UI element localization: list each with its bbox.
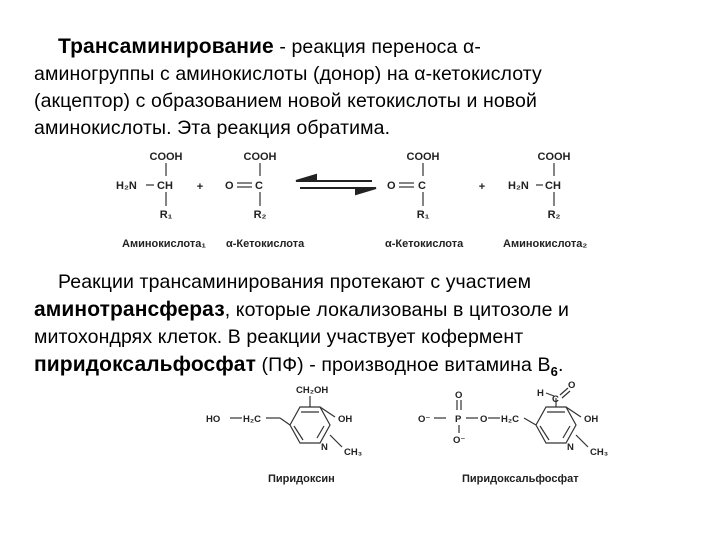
paragraph-aminotransferases bbox=[34, 269, 694, 385]
caption-amino-acid-2: Аминокислота₂ bbox=[503, 238, 588, 250]
plp-o-minus-bottom: O⁻ bbox=[453, 435, 466, 446]
pyridoxine-oh: OH bbox=[338, 414, 353, 425]
paragraph2-line3: митохондрях клеток. В реакции участвует кофермент bbox=[34, 326, 524, 348]
aa1-h2n: H₂N bbox=[116, 180, 137, 192]
caption-amino-acid-1: Аминокислота₁ bbox=[122, 238, 206, 250]
plp-ch3: CH₃ bbox=[590, 447, 609, 458]
paragraph2-line2 bbox=[34, 296, 694, 324]
paragraph1-line1-text: - реакция переноса α- bbox=[273, 36, 481, 58]
ka2-r1: R₁ bbox=[416, 209, 430, 221]
pyridoxine-ho: HO bbox=[206, 414, 221, 425]
aa2-h2n: H₂N bbox=[508, 180, 529, 192]
paragraph2-line1-text: Реакции трансаминирования протекают с участием bbox=[58, 271, 532, 293]
ka1-cooh: COOH bbox=[243, 151, 277, 163]
plus-1: + bbox=[196, 181, 204, 193]
paragraph2-line2-text: , которые локализованы в цитозоле и bbox=[224, 299, 570, 321]
plp-c: C bbox=[552, 394, 559, 405]
caption-keto-acid-2: α-Кетокислота bbox=[385, 238, 464, 250]
caption-pyridoxal-phosphate: Пиридоксальфосфат bbox=[462, 473, 579, 485]
plp-o-top: O bbox=[455, 390, 463, 401]
plp-h2c: H₂C bbox=[501, 414, 519, 425]
ka2-c: C bbox=[418, 180, 426, 192]
paragraph2-line4-text: (ПФ) - производное витамина В bbox=[255, 354, 551, 376]
pyridoxal-phosphate-structure bbox=[418, 380, 608, 485]
pyridoxine-structure bbox=[206, 385, 362, 485]
aa2-cooh: COOH bbox=[537, 151, 571, 163]
paragraph1-line3: (акцептор) с образованием новой кетокислоты и новой bbox=[34, 90, 537, 112]
plp-o-minus-left: O⁻ bbox=[418, 414, 431, 425]
aa2-r2: R₂ bbox=[547, 209, 561, 221]
pyridoxine-n: N bbox=[321, 442, 328, 453]
term-aminotransferases: аминотрансфераз bbox=[34, 298, 225, 321]
paragraph1-line2: аминогруппы с аминокислоты (донор) на α-кетокислоту bbox=[34, 63, 542, 85]
plp-n: N bbox=[567, 442, 574, 453]
paragraph-transamination-definition bbox=[34, 33, 694, 142]
equilibrium-arrows-icon bbox=[296, 175, 376, 194]
caption-pyridoxine: Пиридоксин bbox=[268, 473, 335, 485]
plus-2: + bbox=[478, 181, 486, 193]
ka2-o: O bbox=[387, 180, 396, 192]
pyridoxine-ch3: CH₃ bbox=[344, 447, 363, 458]
caption-keto-acid-1: α-Кетокислота bbox=[226, 238, 305, 250]
paragraph2-line4 bbox=[34, 351, 694, 385]
plp-oh: OH bbox=[584, 414, 599, 425]
ka1-c: C bbox=[255, 180, 263, 192]
paragraph2-line4-end: . bbox=[557, 354, 564, 376]
vitamin-subscript: 6 bbox=[550, 363, 558, 379]
plp-p: P bbox=[455, 414, 462, 425]
paragraph1-line4: аминокислоты. Эта реакция обратима. bbox=[34, 117, 391, 139]
paragraph1-line1 bbox=[34, 33, 694, 61]
plp-h: H bbox=[537, 388, 544, 399]
aa1-cooh: COOH bbox=[149, 151, 183, 163]
ka2-cooh: COOH bbox=[406, 151, 440, 163]
pyridoxine-ch2oh: CH₂OH bbox=[296, 385, 329, 396]
plp-o-bridge: O bbox=[480, 414, 488, 425]
term-transamination: Трансаминирование bbox=[58, 35, 274, 58]
pyridoxine-h2c: H₂C bbox=[243, 414, 261, 425]
plp-o-aldehyde: O bbox=[568, 380, 576, 391]
term-pyridoxal-phosphate: пиридоксальфосфат bbox=[34, 353, 256, 376]
ka1-r2: R₂ bbox=[253, 209, 267, 221]
aa2-ch: CH bbox=[545, 180, 561, 192]
aa1-ch: CH bbox=[157, 180, 173, 192]
paragraph2-line1 bbox=[34, 269, 694, 296]
aa1-r1: R₁ bbox=[159, 209, 173, 221]
ka1-o: O bbox=[225, 180, 234, 192]
